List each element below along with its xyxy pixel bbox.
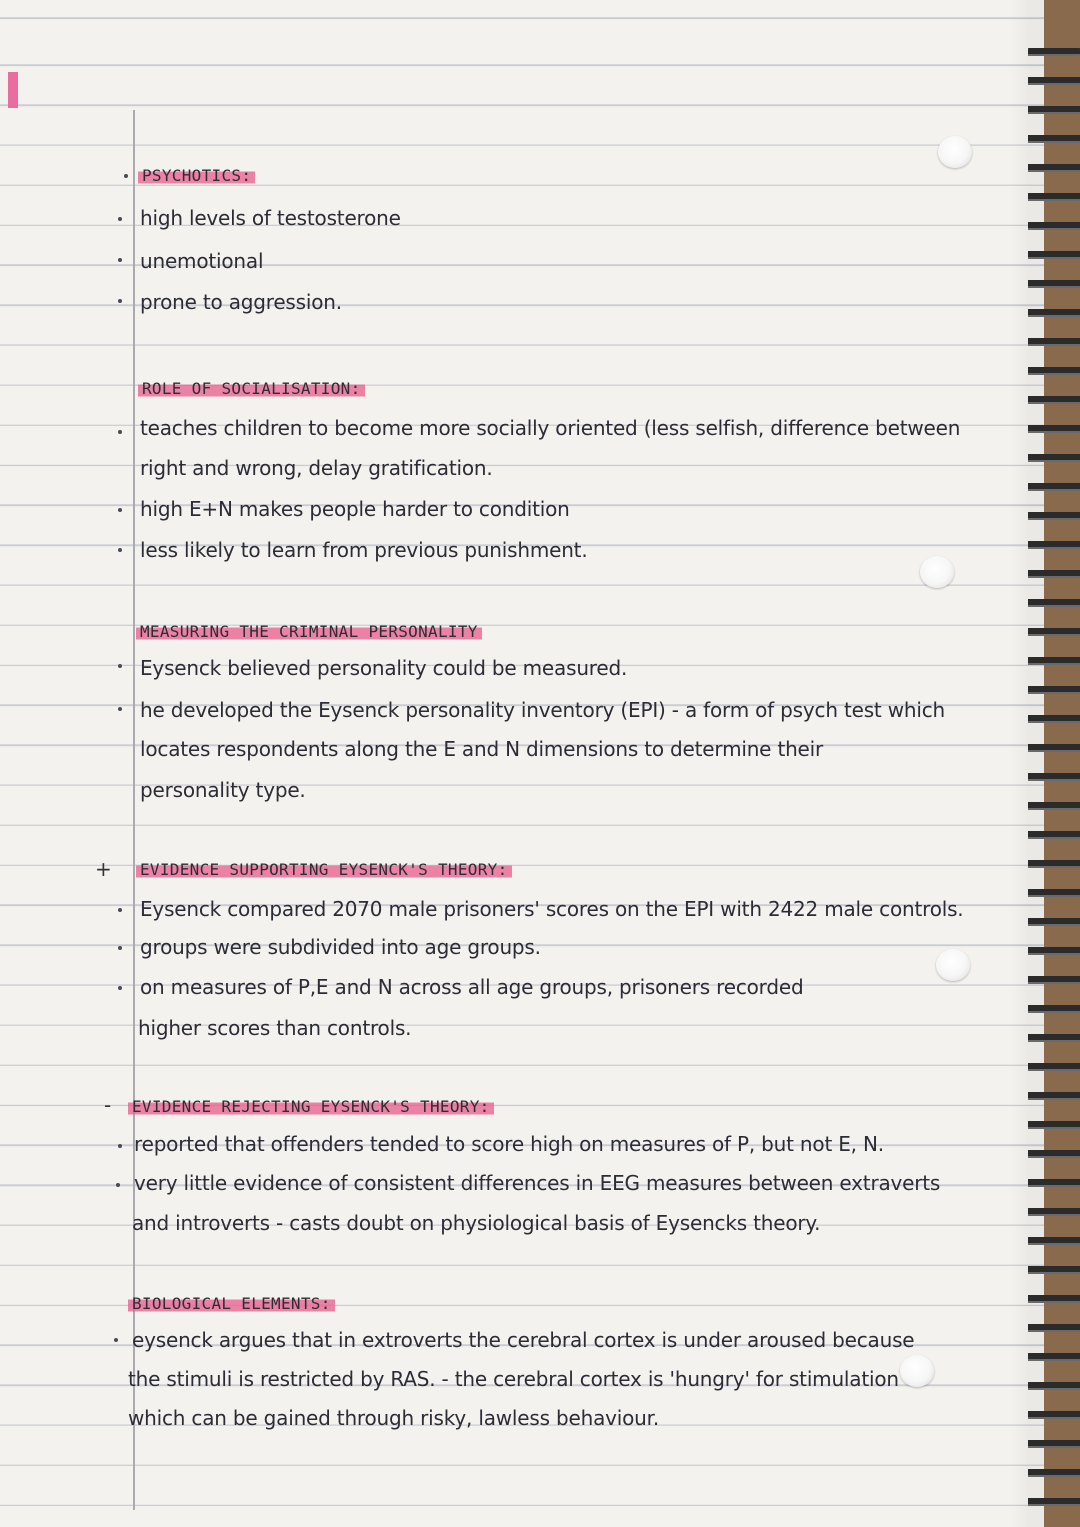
note-line: right and wrong, delay gratification. xyxy=(140,456,493,480)
note-line: on measures of P,E and N across all age groups, prisoners recorded xyxy=(140,975,804,999)
note-line: and introverts - casts doubt on physiological basis of Eysencks theory. xyxy=(132,1211,821,1235)
plus-marker: + xyxy=(95,857,112,881)
bullet xyxy=(118,986,122,990)
bullet xyxy=(118,548,122,552)
note-line: he developed the Eysenck personality inventory (EPI) - a form of psych test which xyxy=(140,698,945,722)
bullet xyxy=(118,908,122,912)
section-heading: EVIDENCE SUPPORTING EYSENCK'S THEORY: xyxy=(136,860,512,879)
pink-tab-mark xyxy=(8,72,18,108)
spiral-binding xyxy=(1028,40,1080,1520)
note-line: teaches children to become more socially oriented (less selfish, difference between xyxy=(140,416,961,440)
bullet xyxy=(118,664,122,668)
bullet xyxy=(118,258,122,262)
bullet xyxy=(118,946,122,950)
punch-hole xyxy=(936,949,970,981)
note-line: groups were subdivided into age groups. xyxy=(140,935,541,959)
bullet xyxy=(118,508,122,512)
bullet xyxy=(124,174,128,178)
minus-marker: - xyxy=(104,1093,112,1117)
section-heading: ROLE OF SOCIALISATION: xyxy=(138,379,365,398)
note-line: personality type. xyxy=(140,778,306,802)
section-heading: EVIDENCE REJECTING EYSENCK'S THEORY: xyxy=(128,1097,494,1116)
bullet xyxy=(118,217,122,221)
note-line: Eysenck compared 2070 male prisoners' scores on the EPI with 2422 male controls. xyxy=(140,897,964,921)
note-line: which can be gained through risky, lawless behaviour. xyxy=(128,1406,659,1430)
section-heading: PSYCHOTICS: xyxy=(138,166,255,185)
punch-hole xyxy=(900,1355,934,1387)
bullet xyxy=(118,299,122,303)
note-line: Eysenck believed personality could be measured. xyxy=(140,656,628,680)
bullet xyxy=(118,430,122,434)
note-line: high levels of testosterone xyxy=(140,206,401,230)
note-line: eysenck argues that in extroverts the cerebral cortex is under aroused because xyxy=(132,1328,915,1352)
note-line: unemotional xyxy=(140,249,264,273)
punch-hole xyxy=(920,556,954,588)
note-line: prone to aggression. xyxy=(140,290,342,314)
note-line: less likely to learn from previous punishment. xyxy=(140,538,588,562)
note-line: higher scores than controls. xyxy=(138,1016,412,1040)
bullet xyxy=(118,707,122,711)
note-line: reported that offenders tended to score high on measures of P, but not E, N. xyxy=(134,1132,884,1156)
punch-hole xyxy=(938,136,972,168)
note-line: high E+N makes people harder to condition xyxy=(140,497,570,521)
note-line: very little evidence of consistent differences in EEG measures between extraverts xyxy=(134,1171,941,1195)
note-line: the stimuli is restricted by RAS. - the cerebral cortex is 'hungry' for stimulation xyxy=(128,1367,899,1391)
section-heading: MEASURING THE CRIMINAL PERSONALITY xyxy=(136,622,482,641)
note-line: locates respondents along the E and N dimensions to determine their xyxy=(140,737,824,761)
section-heading: BIOLOGICAL ELEMENTS: xyxy=(128,1294,335,1313)
bullet xyxy=(114,1338,118,1342)
bullet xyxy=(116,1183,120,1187)
bullet xyxy=(118,1144,122,1148)
